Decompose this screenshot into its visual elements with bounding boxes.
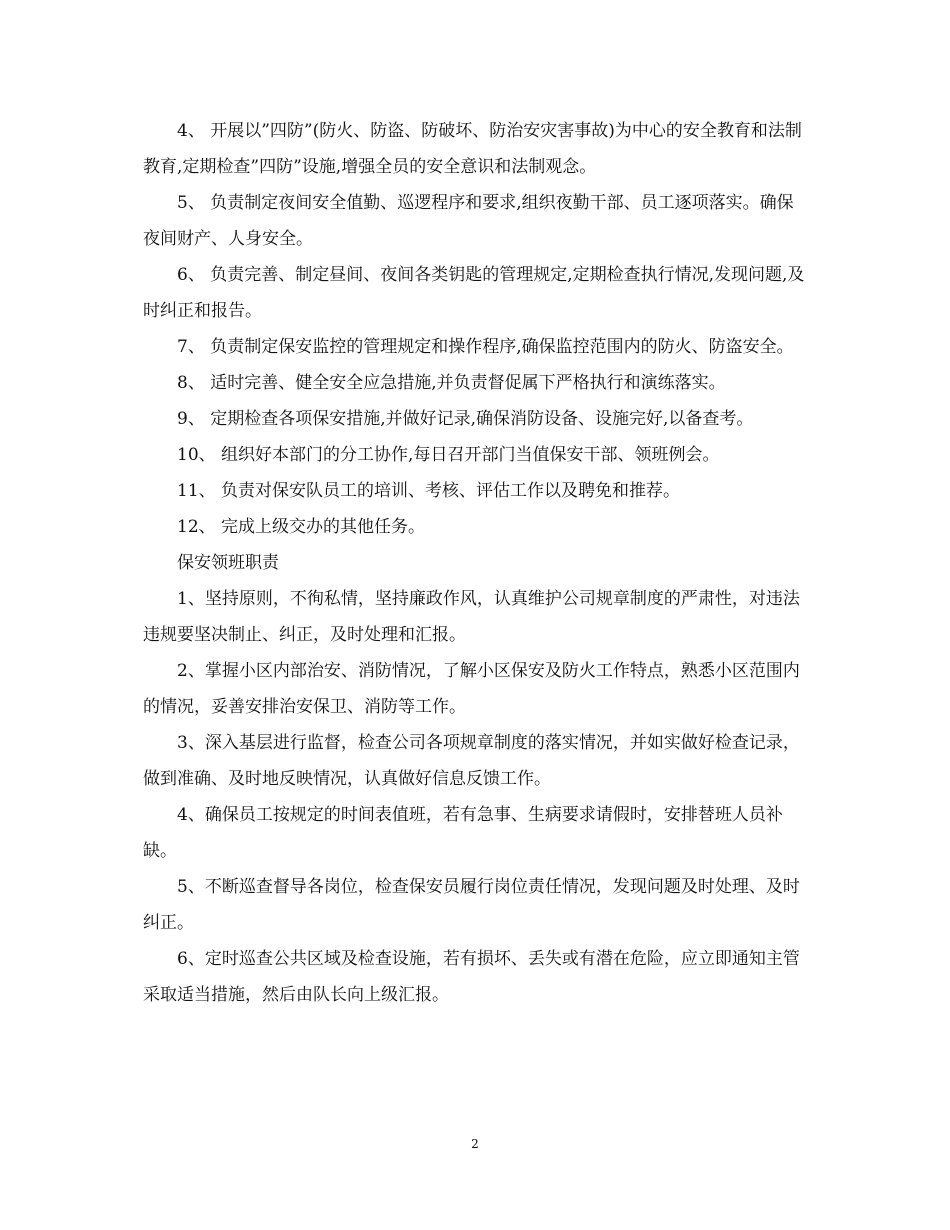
duty-item-3: 3、深入基层进行监督，检查公司各项规章制度的落实情况，并如实做好检查记录，做到准确、及时地反映情况，认真做好信息反馈工作。 [143, 733, 800, 789]
paragraph-item-4: 4、 开展以”四防”(防火、防盗、防破坏、防治安灾害事故)为中心的安全教育和法制教育,定期检查”四防”设施,增强全员的安全意识和法制观念。 [143, 121, 802, 177]
document-body [143, 113, 808, 1013]
duty-item-1: 1、坚持原则，不徇私情，坚持廉政作风，认真维护公司规章制度的严肃性，对违法违规要坚决制止、纠正，及时处理和汇报。 [143, 589, 800, 645]
section-heading: 保安领班职责 [177, 553, 279, 573]
paragraph-item-11: 11、 负责对保安队员工的培训、考核、评估工作以及聘免和推荐。 [177, 481, 681, 501]
paragraph-item-6: 6、 负责完善、制定昼间、夜间各类钥匙的管理规定,定期检查执行情况,发现问题,及时纠正和报告。 [143, 265, 805, 321]
paragraph-item-12: 12、 完成上级交办的其他任务。 [177, 517, 426, 537]
page-number: 2 [471, 1137, 479, 1151]
paragraph-item-8: 8、 适时完善、健全安全应急措施,并负责督促属下严格执行和演练落实。 [177, 373, 726, 393]
duty-item-5: 5、不断巡查督导各岗位，检查保安员履行岗位责任情况，发现问题及时处理、及时纠正。 [143, 877, 800, 933]
paragraph-item-10: 10、 组织好本部门的分工协作,每日召开部门当值保安干部、领班例会。 [177, 445, 720, 465]
duty-item-2: 2、掌握小区内部治安、消防情况，了解小区保安及防火工作特点，熟悉小区范围内的情况，妥善安排治安保卫、消防等工作。 [143, 661, 800, 717]
paragraph-item-9: 9、 定期检查各项保安措施,并做好记录,确保消防设备、设施完好,以备查考。 [177, 409, 754, 429]
paragraph-item-7: 7、 负责制定保安监控的管理规定和操作程序,确保监控范围内的防火、防盗安全。 [177, 337, 794, 357]
paragraph-item-5: 5、 负责制定夜间安全值勤、巡逻程序和要求,组织夜勤干部、员工逐项落实。确保夜间财产、人身安全。 [143, 193, 794, 249]
duty-item-4: 4、确保员工按规定的时间表值班，若有急事、生病要求请假时，安排替班人员补缺。 [143, 805, 783, 861]
duty-item-6: 6、定时巡查公共区域及检查设施，若有损坏、丢失或有潜在危险，应立即通知主管采取适当措施，然后由队长向上级汇报。 [143, 949, 800, 1005]
